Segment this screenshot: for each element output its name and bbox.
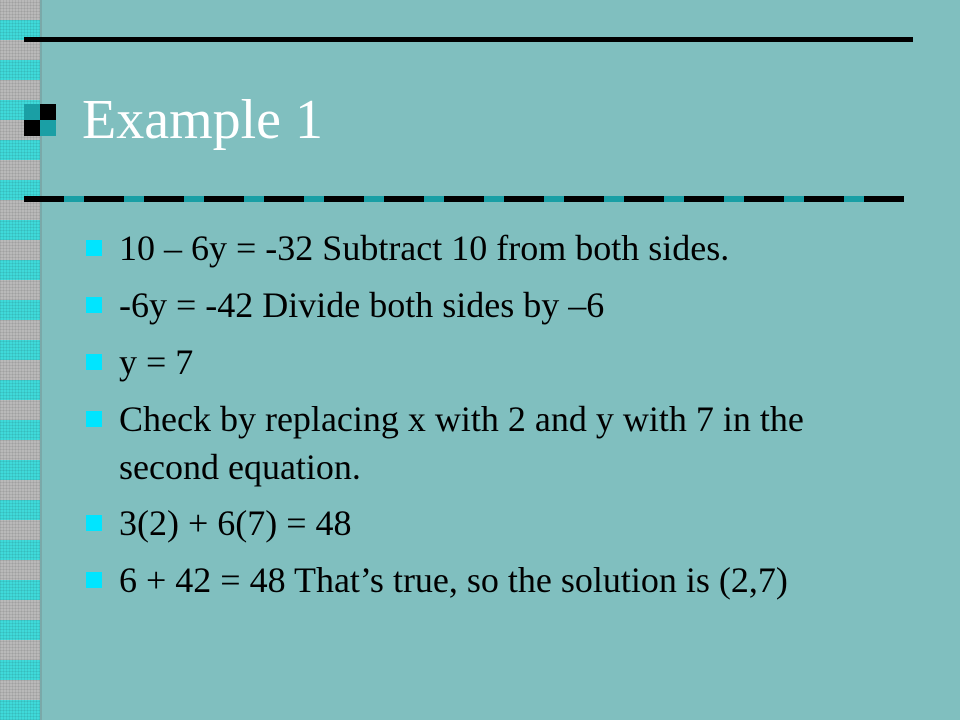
bullet-item: [86, 338, 906, 386]
square-bullet-icon: [86, 411, 102, 427]
bullet-text: y = 7: [119, 342, 194, 382]
four-square-bullet-icon: [24, 104, 56, 136]
bullet-item: [86, 224, 906, 272]
title-divider: [24, 196, 904, 202]
square-bullet-icon: [86, 354, 102, 370]
bullet-text: 3(2) + 6(7) = 48: [119, 503, 352, 543]
top-rule: [24, 37, 913, 42]
bullet-item: [86, 556, 906, 604]
bullet-list: [86, 224, 906, 613]
square-bullet-icon: [86, 297, 102, 313]
square-bullet-icon: [86, 572, 102, 588]
slide-title: Example 1: [82, 89, 324, 151]
square-bullet-icon: [86, 515, 102, 531]
bullet-text: Check by replacing x with 2 and y with 7 in the second equation.: [119, 399, 804, 487]
bullet-item: [86, 395, 906, 491]
square-bullet-icon: [86, 240, 102, 256]
bullet-text: -6y = -42 Divide both sides by –6: [119, 285, 605, 325]
bullet-text: 10 – 6y = -32 Subtract 10 from both sides.: [119, 228, 730, 268]
bullet-item: [86, 499, 906, 547]
bullet-text: 6 + 42 = 48 That’s true, so the solution is (2,7): [119, 560, 788, 600]
bullet-item: [86, 281, 906, 329]
